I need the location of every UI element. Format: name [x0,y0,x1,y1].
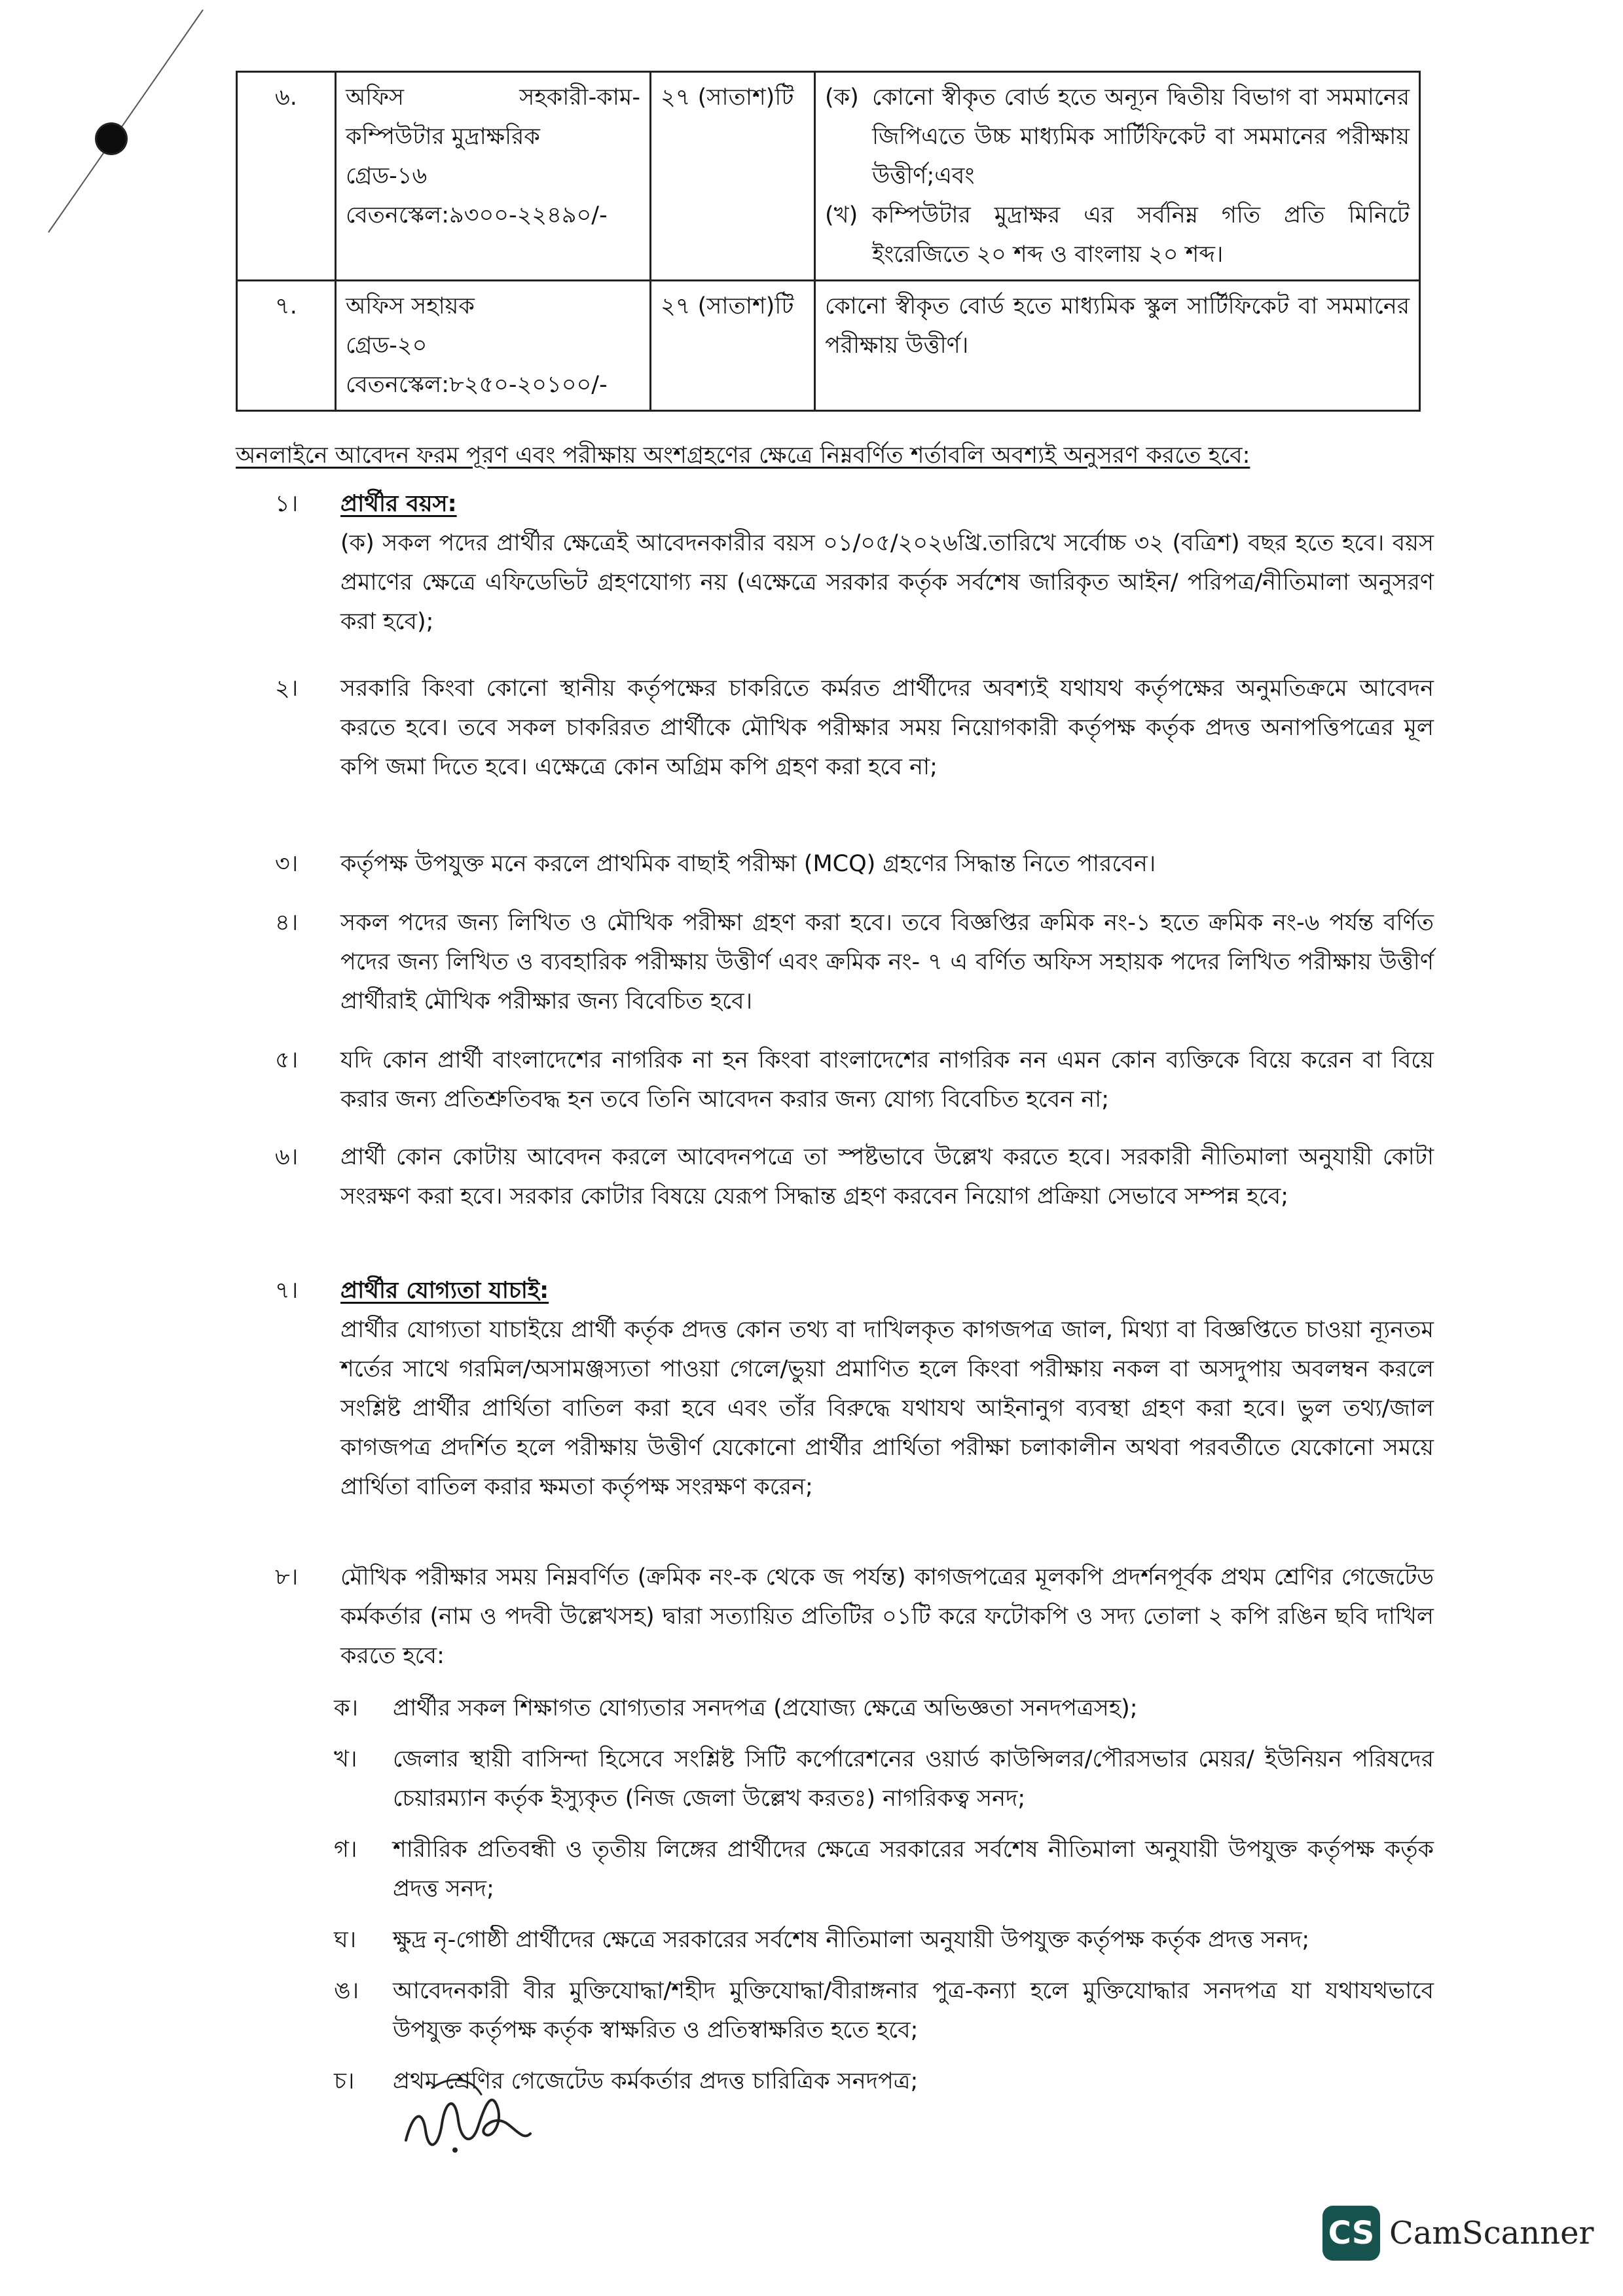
camscanner-logo-icon: CS [1322,2206,1380,2261]
post-line: গ্রেড-২০ [346,332,428,359]
condition-number: ৮। [275,1564,299,1590]
condition-text: সকল পদের জন্য লিখিত ও মৌখিক পরীক্ষা গ্রহণ করা হবে। তবে বিজ্ঞপ্তির ক্রমিক নং-১ হতে ক্রমিক নং-৬ পর্যন্ত বর্ণিত পদের জন্য লিখিত ও ব্যবহারিক পরীক্ষায় উত্তীর্ণ এবং ক্রমিক নং- ৭ এ বর্ণিত অফিস সহায়ক পদের লিখিত পরীক্ষায় উত্তীর্ণ প্রার্থীরাই মৌখিক পরীক্ষার জন্য বিবেচিত হবে। [340,910,1434,1014]
vacancy-count-cell: ২৭ (সাতাশ)টি [651,281,815,411]
table-row [237,281,1420,411]
serial-cell: ৬. [237,72,336,281]
camscanner-watermark [1322,2206,1594,2261]
qualification-item [825,196,1410,274]
condition-item [275,1271,1434,1507]
list-text: প্রার্থীর সকল শিক্ষাগত যোগ্যতার সনদপত্র (প্রযোজ্য ক্ষেত্রে অভিজ্ঞতা সনদপত্রসহ); [393,1695,1138,1721]
post-line: অফিস সহায়ক [346,293,475,319]
scan-crease-line [39,7,236,242]
list-item [334,1740,1434,1818]
list-text: জেলার স্থায়ী বাসিন্দা হিসেবে সংশ্লিষ্ট সিটি কর্পোরেশনের ওয়ার্ড কাউন্সিলর/পৌরসভার মেয়র/ ইউনিয়ন পরিষদের চেয়ারম্যান কর্তৃক ইস্যুকৃত (নিজ জেলা উল্লেখ করতঃ) নাগরিকত্ব সনদ; [393,1746,1434,1812]
post-cell [336,281,651,411]
qualification-cell [815,281,1420,411]
table-row [237,72,1420,281]
punch-hole-mark [97,124,126,153]
condition-number: ৭। [275,1278,299,1304]
posts-table [236,71,1421,412]
condition-number: ৩। [275,851,299,877]
qualification-text: কোনো স্বীকৃত বোর্ড হতে অন্যূন দ্বিতীয় বিভাগ বা সমমানের জিপিএতে উচ্চ মাধ্যমিক সার্টিফিকেট বা সমমানের পরীক্ষায় উত্তীর্ণ;এবং [872,84,1410,189]
condition-text: (ক) সকল পদের প্রার্থীর ক্ষেত্রেই আবেদনকারীর বয়স ০১/০৫/২০২৬খ্রি.তারিখে সর্বোচ্চ ৩২ (বত্রিশ) বছর হতে হবে। বয়স প্রমাণের ক্ষেত্রে এফিডেভিট গ্রহণযোগ্য নয় (এক্ষেত্রে সরকার কর্তৃক সর্বশেষ জারিকৃত আইন/ পরিপত্র/নীতিমালা অনুসরণ করা হবে); [340,530,1434,635]
list-text: আবেদনকারী বীর মুক্তিযোদ্ধা/শহীদ মুক্তিযোদ্ধা/বীরাঙ্গনার পুত্র-কন্যা হলে মুক্তিযোদ্ধার সনদপত্র যা যথাযথভাবে উপযুক্ত কর্তৃপক্ষ কর্তৃক স্বাক্ষরিত ও প্রতিস্বাক্ষরিত হতে হবে; [393,1978,1434,2043]
qualification-marker: (ক) [825,84,859,111]
qualification-cell [815,72,1420,281]
condition-item [275,1041,1434,1119]
documents-list [334,1689,1434,2113]
condition-text: কর্তৃপক্ষ উপযুক্ত মনে করলে প্রাথমিক বাছাই পরীক্ষা (MCQ) গ্রহণের সিদ্ধান্ত নিতে পারবেন। [340,851,1156,877]
list-marker: চ। [334,2068,355,2094]
condition-text: যদি কোন প্রার্থী বাংলাদেশের নাগরিক না হন কিংবা বাংলাদেশের নাগরিক নন এমন কোন ব্যক্তিকে বিয়ে করেন বা বিয়ে করার জন্য প্রতিশ্রুতিবদ্ধ হন তবে তিনি আবেদন করার জন্য যোগ্য বিবেচিত হবেন না; [340,1047,1434,1113]
condition-item [275,1138,1434,1216]
list-text: শারীরিক প্রতিবন্ধী ও তৃতীয় লিঙ্গের প্রার্থীদের ক্ষেত্রে সরকারের সর্বশেষ নীতিমালা অনুযায়ী উপযুক্ত কর্তৃপক্ষ কর্তৃক প্রদত্ত সনদ; [393,1837,1434,1902]
list-marker: ঙ। [334,1978,359,2004]
post-line: গ্রেড-১৬ [346,163,428,189]
conditions-heading: অনলাইনে আবেদন ফরম পূরণ এবং পরীক্ষায় অংশগ্রহণের ক্ষেত্রে নিম্নবর্ণিত শর্তাবলি অবশ্যই অনুসরণ করতে হবে: [236,442,1250,469]
condition-title: প্রার্থীর যোগ্যতা যাচাই: [340,1278,549,1304]
list-text: ক্ষুদ্র নৃ-গোষ্ঠী প্রার্থীদের ক্ষেত্রে সরকারের সর্বশেষ নীতিমালা অনুযায়ী উপযুক্ত কর্তৃপক্ষ কর্তৃক প্রদত্ত সনদ; [393,1927,1310,1953]
post-line: কম্পিউটার মুদ্রাক্ষরিক [346,124,540,150]
post-line: বেতনস্কেল:৯৩০০-২২৪৯০/- [346,202,608,228]
condition-text: প্রার্থীর যোগ্যতা যাচাইয়ে প্রার্থী কর্তৃক প্রদত্ত কোন তথ্য বা দাখিলকৃত কাগজপত্র জাল, মিথ্যা বা বিজ্ঞপ্তিতে চাওয়া ন্যূনতম শর্তের সাথে গরমিল/অসামঞ্জস্যতা পাওয়া গেলে/ভুয়া প্রমাণিত হলে কিংবা পরীক্ষায় নকল বা অসদুপায় অবলম্বন করলে সংশ্লিষ্ট প্রার্থীর প্রার্থিতা বাতিল করা হবে এবং তাঁর বিরুদ্ধে যথাযথ আইনানুগ ব্যবস্থা গ্রহণ করা হবে। ভুল তথ্য/জাল কাগজপত্র প্রদর্শিত হলে পরীক্ষায় উত্তীর্ণ যেকোনো প্রার্থীর প্রার্থিতা পরীক্ষা চলাকালীন অথবা পরবর্তীতে যেকোনো সময়ে প্রার্থিতা বাতিল করার ক্ষমতা কর্তৃপক্ষ সংরক্ষণ করেন; [340,1317,1434,1500]
condition-number: ৪। [275,910,299,936]
qualification-text: কোনো স্বীকৃত বোর্ড হতে মাধ্যমিক স্কুল সার্টিফিকেট বা সমমানের পরীক্ষায় উত্তীর্ণ। [825,293,1410,359]
condition-item [275,484,1434,641]
list-item [334,1830,1434,1909]
condition-text: প্রার্থী কোন কোটায় আবেদন করলে আবেদনপত্রে তা স্পষ্টভাবে উল্লেখ করতে হবে। সরকারী নীতিমালা অনুযায়ী কোটা সংরক্ষণ করা হবে। সরকার কোটার বিষয়ে যেরূপ সিদ্ধান্ত গ্রহণ করবেন নিয়োগ প্রক্রিয়া সেভাবে সম্পন্ন হবে; [340,1144,1434,1210]
qualification-text: কম্পিউটার মুদ্রাক্ষর এর সর্বনিম্ন গতি প্রতি মিনিটে ইংরেজিতে ২০ শব্দ ও বাংলায় ২০ শব্দ। [872,202,1410,268]
camscanner-name: CamScanner [1389,2215,1594,2251]
condition-item [275,844,1434,884]
condition-number: ৬। [275,1144,299,1170]
vacancy-count-cell: ২৭ (সাতাশ)টি [651,72,815,281]
qualification-marker: (খ) [825,202,858,228]
list-marker: ঘ। [334,1927,357,1953]
condition-number: ১। [275,491,299,517]
signature-mark [393,2068,537,2166]
serial-cell: ৭. [237,281,336,411]
condition-text: মৌখিক পরীক্ষার সময় নিম্নবর্ণিত (ক্রমিক নং-ক থেকে জ পর্যন্ত) কাগজপত্রের মূলকপি প্রদর্শনপূর্বক প্রথম শ্রেণির গেজেটেড কর্মকর্তার (নাম ও পদবী উল্লেখসহ) দ্বারা সত্যায়িত প্রতিটির ০১টি করে ফটোকপি ও সদ্য তোলা ২ কপি রঙিন ছবি দাখিল করতে হবে: [340,1564,1434,1669]
post-cell [336,72,651,281]
list-item [334,1971,1434,2050]
condition-number: ২। [275,675,299,702]
condition-item [275,1558,1434,1676]
condition-item [275,903,1434,1021]
post-line: বেতনস্কেল:৮২৫০-২০১০০/- [346,372,608,398]
list-marker: ক। [334,1695,359,1721]
qualification-item [825,78,1410,196]
list-marker: গ। [334,1837,357,1863]
list-text: প্রথম শ্রেণির গেজেটেড কর্মকর্তার প্রদত্ত চারিত্রিক সনদপত্র; [393,2068,919,2094]
list-item [334,1689,1434,1728]
condition-number: ৫। [275,1047,299,1073]
condition-item [275,669,1434,787]
condition-title: প্রার্থীর বয়স: [340,491,457,517]
post-line: অফিস সহকারী-কাম- [346,84,640,111]
list-marker: খ। [334,1746,357,1772]
condition-text: সরকারি কিংবা কোনো স্থানীয় কর্তৃপক্ষের চাকরিতে কর্মরত প্রার্থীদের অবশ্যই যথাযথ কর্তৃপক্ষের অনুমতিক্রমে আবেদন করতে হবে। তবে সকল চাকরিরত প্রার্থীকে মৌখিক পরীক্ষার সময় নিয়োগকারী কর্তৃপক্ষ কর্তৃক প্রদত্ত অনাপত্তিপত্রের মূল কপি জমা দিতে হবে। এক্ষেত্রে কোন অগ্রিম কপি গ্রহণ করা হবে না; [340,675,1434,780]
list-item [334,1920,1434,1960]
